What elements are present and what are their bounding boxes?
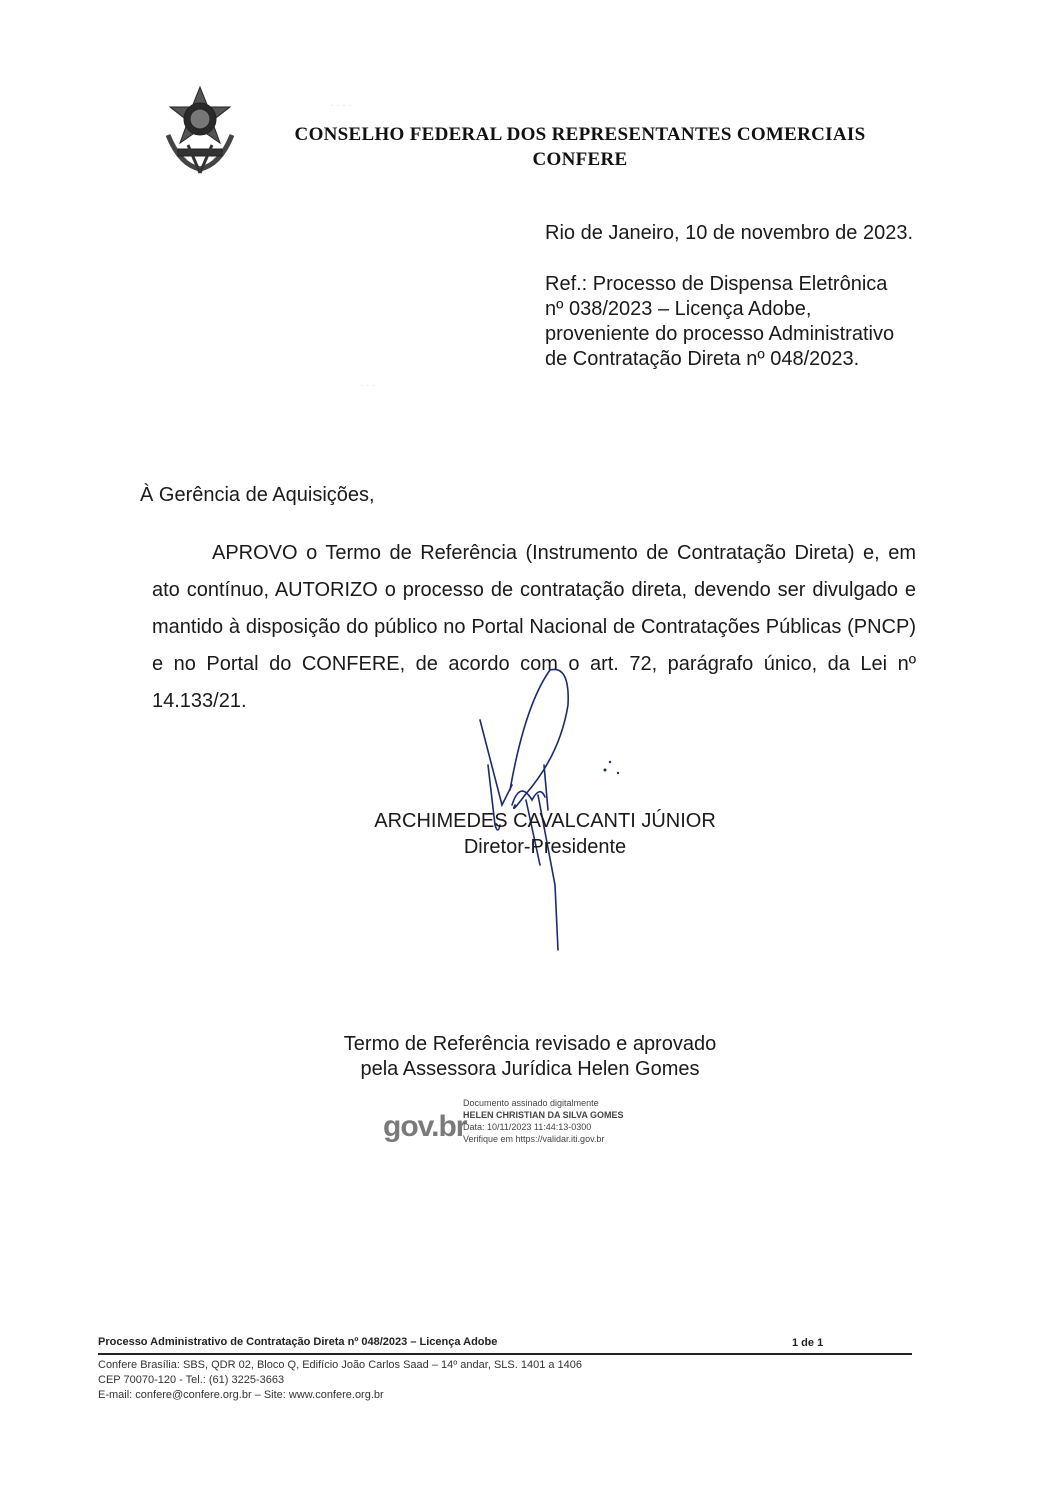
bleed-through-mark: · · · · [330,100,352,111]
reference-line: Ref.: Processo de Dispensa Eletrônica [545,273,888,295]
digital-signature-stamp [463,1097,624,1145]
body-line: 14.133/21. [152,690,247,712]
footer-address [98,1358,582,1403]
body-line: e no Portal do CONFERE, de acordo com o art. 72, parágrafo único, da Lei nº [152,653,916,675]
brazil-coat-of-arms-icon [160,85,240,175]
body-line: APROVO o Termo de Referência (Instrumento de Contratação Direta) e, em [212,542,916,564]
signer-role: Diretor-Presidente [463,836,627,858]
signer-name: ARCHIMEDES CAVALCANTI JÚNIOR [374,810,716,832]
stamp-date: Data: 10/11/2023 11:44:13-0300 [463,1122,592,1132]
salutation: À Gerência de Aquisições, [140,484,375,506]
reference-line: nº 038/2023 – Licença Adobe, [545,298,812,320]
body-line: ato contínuo, AUTORIZO o processo de contratação direta, devendo ser divulgado e [152,579,916,601]
reference-line: de Contratação Direta nº 048/2023. [545,348,860,370]
stamp-verify-link: Verifique em https://validar.iti.gov.br [463,1134,605,1144]
reference-block [545,272,894,372]
address-line: CEP 70070-120 - Tel.: (61) 3225-3663 [98,1374,285,1386]
footer-divider [98,1353,912,1355]
note-line: Termo de Referência revisado e aprovado [343,1033,717,1055]
body-line: mantido à disposição do público no Portal Nacional de Contratações Públicas (PNCP) [152,616,916,638]
govbr-logo: gov.br [383,1110,467,1143]
note-line: pela Assessora Jurídica Helen Gomes [360,1058,700,1080]
letterhead [230,122,930,172]
stamp-caption: Documento assinado digitalmente [463,1098,599,1108]
footer-title: Processo Administrativo de Contratação Direta nº 048/2023 – Licença Adobe [98,1336,498,1348]
organization-name: CONSELHO FEDERAL DOS REPRESENTANTES COMERCIAIS [294,124,866,145]
date-line: Rio de Janeiro, 10 de novembro de 2023. [545,222,914,244]
stamp-signer-name: HELEN CHRISTIAN DA SILVA GOMES [463,1110,624,1120]
bleed-through-mark: · · · [360,380,376,391]
page-number: 1 de 1 [792,1337,824,1349]
organization-acronym: CONFERE [532,149,628,170]
reference-line: proveniente do processo Administrativo [545,323,895,345]
approval-note [310,1032,750,1082]
address-line: Confere Brasília: SBS, QDR 02, Bloco Q, Edifício João Carlos Saad – 14º andar, SLS. 1401 a 1406 [98,1359,583,1371]
address-line: E-mail: confere@confere.org.br – Site: www.confere.org.br [98,1389,384,1401]
